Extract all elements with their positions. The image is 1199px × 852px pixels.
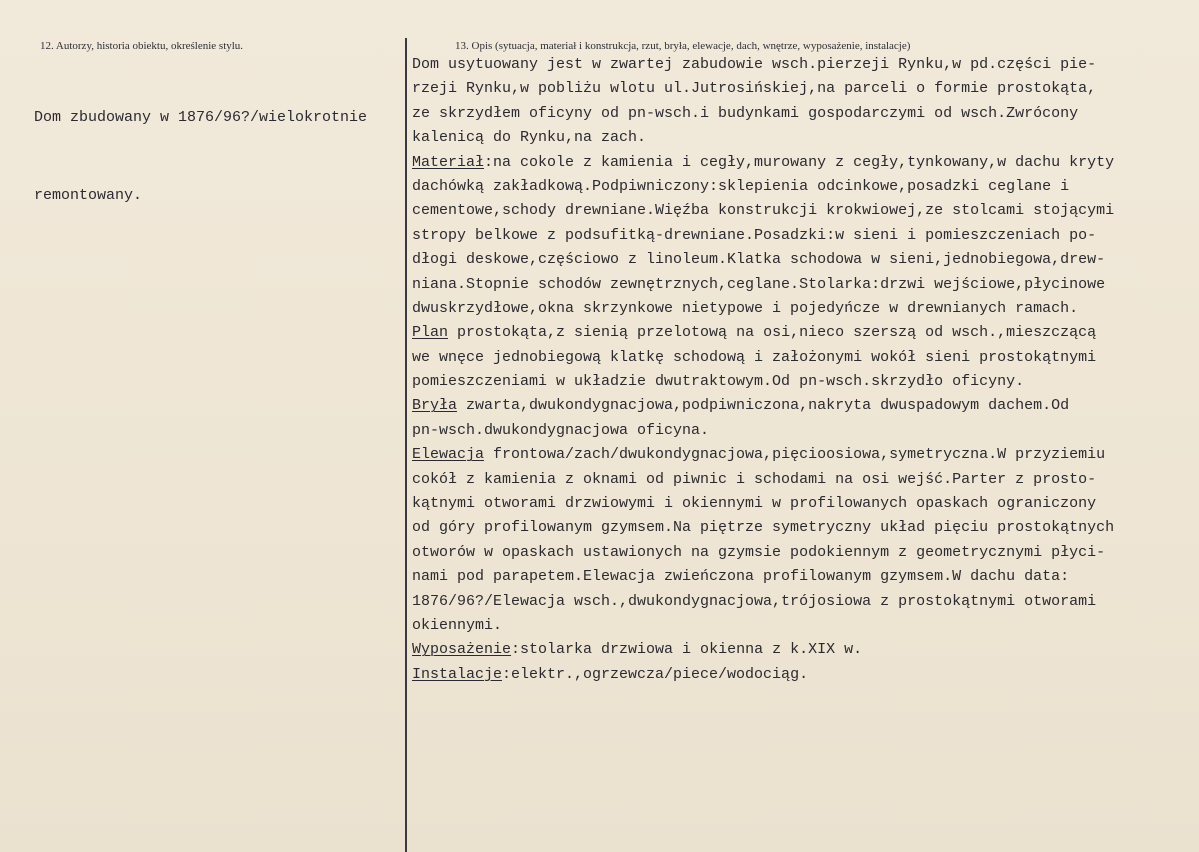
section-12-header: 12. Autorzy, historia obiektu, określenie stylu. xyxy=(40,40,244,52)
section-label: Elewacja xyxy=(412,446,485,464)
line-text: zwarta,dwukondygnacjowa,podpiwniczona,nakryta dwuspadowym dachem.Od xyxy=(457,397,1070,415)
text-line xyxy=(412,443,1199,467)
text-line xyxy=(412,492,1199,516)
text-line xyxy=(412,370,1199,394)
line-text: kalenicą do Rynku,na zach. xyxy=(412,129,647,147)
column-divider xyxy=(405,38,407,852)
text-line xyxy=(412,273,1199,297)
line-text: we wnęce jednobiegową klatkę schodową i założonymi wokół sieni prostokątnymi xyxy=(412,348,1097,366)
line-text: 1876/96?/Elewacja wsch.,dwukondygnacjowa,trójosiowa z prostokątnymi otworami xyxy=(412,592,1097,610)
text-line xyxy=(412,102,1199,126)
text-line: Dom zbudowany w 1876/96?/wielokrotnie xyxy=(34,109,368,126)
line-text: pn-wsch.dwukondygnacjowa oficyna. xyxy=(412,421,710,439)
line-text: rzeji Rynku,w pobliżu wlotu ul.Jutrosińskiej,na parceli o formie prostokąta, xyxy=(412,80,1097,98)
section-13-header: 13. Opis (sytuacja, materiał i konstrukcja, rzut, bryła, elewacje, dach, wnętrze, wyposażenie, instalacje) xyxy=(455,40,911,52)
line-text: frontowa/zach/dwukondygnacjowa,pięcioosiowa,symetryczna.W przyziemiu xyxy=(484,446,1106,464)
text-line xyxy=(412,565,1199,589)
line-text: :elektr.,ogrzewcza/piece/wodociąg. xyxy=(502,665,809,683)
text-line xyxy=(412,638,1199,662)
text-line xyxy=(412,321,1199,345)
line-text: Dom usytuowany jest w zwartej zabudowie wsch.pierzeji Rynku,w pd.części pie- xyxy=(412,56,1097,73)
text-line xyxy=(412,590,1199,614)
text-line xyxy=(412,77,1199,101)
text-line xyxy=(412,541,1199,565)
authors-history-text xyxy=(34,53,404,235)
text-line xyxy=(412,224,1199,248)
text-line xyxy=(412,419,1199,443)
line-text: :na cokole z kamienia i cegły,murowany z cegły,tynkowany,w dachu kryty xyxy=(484,153,1115,171)
text-line xyxy=(412,346,1199,370)
line-text: otworów w opaskach ustawionych na gzymsie podokiennym z geometrycznymi płyci- xyxy=(412,543,1106,561)
text-line xyxy=(412,468,1199,492)
line-text: dachówką zakładkową.Podpiwniczony:sklepienia odcinkowe,posadzki ceglane i xyxy=(412,177,1070,195)
line-text: :stolarka drzwiowa i okienna z k.XIX w. xyxy=(511,641,863,659)
line-text: dłogi deskowe,częściowo z linoleum.Klatka schodowa w sieni,jednobiegowa,drew- xyxy=(412,251,1106,269)
line-text: od góry profilowanym gzymsem.Na piętrze symetryczny układ pięciu prostokątnych xyxy=(412,519,1115,537)
line-text: okiennymi. xyxy=(412,616,503,634)
description-text xyxy=(412,53,1199,687)
line-text: pomieszczeniami w układzie dwutraktowym.Od pn-wsch.skrzydło oficyny. xyxy=(412,373,1025,391)
line-text: ze skrzydłem oficyny od pn-wsch.i budynkami gospodarczymi od wsch.Zwrócony xyxy=(412,104,1079,122)
text-line xyxy=(412,151,1199,175)
text-line xyxy=(412,663,1199,687)
text-line xyxy=(412,516,1199,540)
line-text: cementowe,schody drewniane.Więźba konstrukcji krokwiowej,ze stolcami stojącymi xyxy=(412,202,1115,220)
section-label: Instalacje xyxy=(412,665,503,683)
text-line xyxy=(412,175,1199,199)
text-line: remontowany. xyxy=(34,187,143,204)
section-label: Wyposażenie xyxy=(412,641,512,659)
text-line xyxy=(412,53,1199,77)
section-label: Plan xyxy=(412,324,449,342)
section-label: Bryła xyxy=(412,397,458,415)
line-text: cokół z kamienia z oknami od piwnic i schodami na osi wejść.Parter z prosto- xyxy=(412,470,1097,488)
section-label: Materiał xyxy=(412,153,485,171)
text-line xyxy=(412,394,1199,418)
text-line xyxy=(412,297,1199,321)
line-text: kątnymi otworami drzwiowymi i okiennymi w profilowanych opaskach ograniczony xyxy=(412,495,1097,513)
line-text: niana.Stopnie schodów zewnętrznych,ceglane.Stolarka:drzwi wejściowe,płycinowe xyxy=(412,275,1106,293)
text-line xyxy=(412,126,1199,150)
text-line xyxy=(412,248,1199,272)
text-line xyxy=(412,614,1199,638)
line-text: nami pod parapetem.Elewacja zwieńczona profilowanym gzymsem.W dachu data: xyxy=(412,568,1070,586)
line-text: stropy belkowe z podsufitką-drewniane.Posadzki:w sieni i pomieszczeniach po- xyxy=(412,226,1097,244)
line-text: dwuskrzydłowe,okna skrzynkowe nietypowe i pojedyńcze w drewnianych ramach. xyxy=(412,299,1079,317)
line-text: prostokąta,z sienią przelotową na osi,nieco szerszą od wsch.,mieszczącą xyxy=(448,324,1097,342)
text-line xyxy=(412,199,1199,223)
